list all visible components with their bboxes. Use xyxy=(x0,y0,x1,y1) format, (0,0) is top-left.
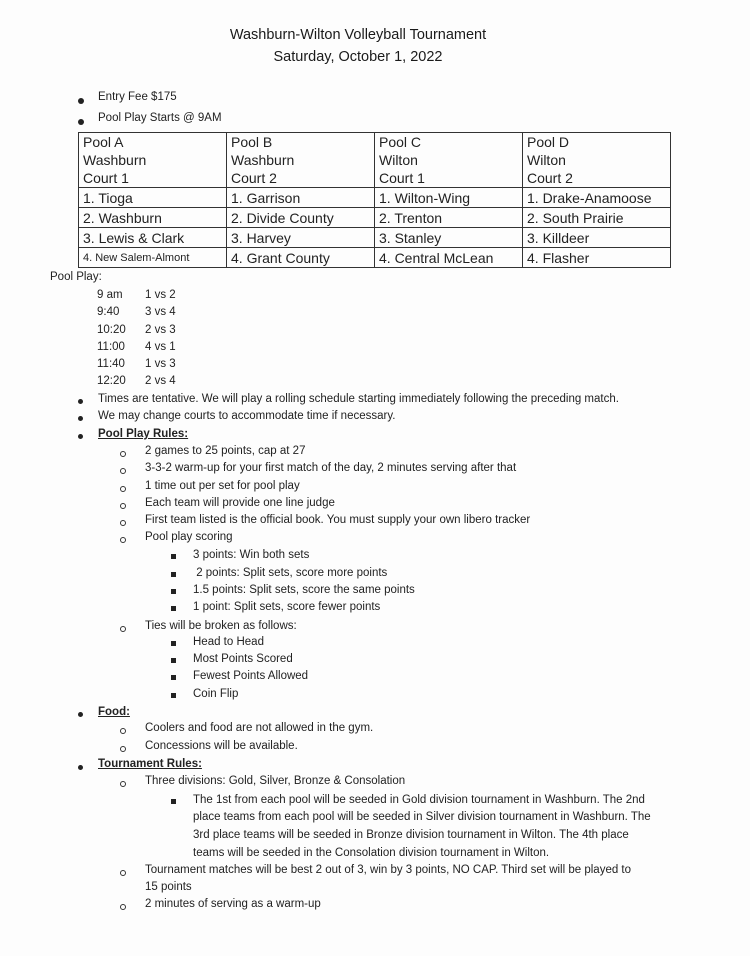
pool-b-name: Pool B xyxy=(227,133,375,152)
matches-line: 15 points xyxy=(145,881,192,893)
pool-b-team: 2. Divide County xyxy=(227,208,375,228)
tie-item: Coin Flip xyxy=(193,688,239,700)
pool-rule-item: Each team will provide one line judge xyxy=(145,497,335,509)
pool-d-team: 1. Drake-Anamoose xyxy=(523,188,671,208)
pool-c-location: Wilton xyxy=(375,151,523,169)
pool-rule-item: 2 games to 25 points, cap at 27 xyxy=(145,445,306,457)
pool-a-court: Court 1 xyxy=(79,169,227,188)
seeding-line: 3rd place teams will be seeded in Bronze division tournament in Wilton. The 4th place xyxy=(193,829,629,841)
tie-item: Most Points Scored xyxy=(193,653,293,665)
circle-bullet xyxy=(120,626,126,632)
bullet-dot xyxy=(78,434,83,439)
schedule-row xyxy=(97,358,176,370)
circle-bullet xyxy=(120,870,126,876)
square-bullet xyxy=(171,572,176,577)
pool-b-team: 3. Harvey xyxy=(227,228,375,248)
note-courts: We may change courts to accommodate time if necessary. xyxy=(98,410,396,422)
pool-a-location: Washburn xyxy=(79,151,227,169)
pool-c-team: 1. Wilton-Wing xyxy=(375,188,523,208)
pools-table xyxy=(78,132,671,268)
circle-bullet xyxy=(120,781,126,787)
scoring-item: 1 point: Split sets, score fewer points xyxy=(193,601,381,613)
schedule-time: 9 am xyxy=(97,289,123,301)
tournament-rules-heading: Tournament Rules: xyxy=(98,758,202,770)
bullet-dot xyxy=(78,765,83,770)
bullet-dot xyxy=(78,119,84,125)
schedule-time: 12:20 xyxy=(97,375,126,387)
square-bullet xyxy=(171,658,176,663)
circle-bullet xyxy=(120,746,126,752)
pool-b-court: Court 2 xyxy=(227,169,375,188)
schedule-time: 9:40 xyxy=(97,306,120,318)
pool-a-team: 3. Lewis & Clark xyxy=(79,228,227,248)
schedule-match: 1 vs 2 xyxy=(145,289,176,301)
pool-a-team: 1. Tioga xyxy=(79,188,227,208)
bullet-dot xyxy=(78,399,83,404)
pool-a-name: Pool A xyxy=(79,133,227,152)
bullet-dot xyxy=(78,98,84,104)
circle-bullet xyxy=(120,728,126,734)
schedule-row xyxy=(97,289,176,301)
pool-a-team: 2. Washburn xyxy=(79,208,227,228)
tie-item: Fewest Points Allowed xyxy=(193,670,309,682)
seeding-line: The 1st from each pool will be seeded in Gold division tournament in Washburn. The 2nd xyxy=(193,794,645,806)
pool-d-name: Pool D xyxy=(523,133,671,152)
square-bullet xyxy=(171,606,176,611)
pool-c-team: 3. Stanley xyxy=(375,228,523,248)
circle-bullet xyxy=(120,451,126,457)
square-bullet xyxy=(171,641,176,646)
square-bullet xyxy=(171,693,176,698)
pool-rules-heading: Pool Play Rules: xyxy=(98,428,189,440)
schedule-match: 2 vs 4 xyxy=(145,375,176,387)
schedule-row xyxy=(97,306,176,318)
pool-d-team: 3. Killdeer xyxy=(523,228,671,248)
note-tentative: Times are tentative. We will play a rolling schedule starting immediately following the preceding match. xyxy=(98,393,619,405)
pool-c-name: Pool C xyxy=(375,133,523,152)
document-title: Washburn-Wilton Volleyball Tournament xyxy=(229,27,487,43)
tie-item: Head to Head xyxy=(193,636,264,648)
pool-d-location: Wilton xyxy=(523,151,671,169)
pool-c-team: 2. Trenton xyxy=(375,208,523,228)
scoring-item: 2 points: Split sets, score more points xyxy=(193,567,388,579)
pool-d-team: 2. South Prairie xyxy=(523,208,671,228)
schedule-row xyxy=(97,375,176,387)
divisions: Three divisions: Gold, Silver, Bronze & Consolation xyxy=(145,775,406,787)
square-bullet xyxy=(171,799,176,804)
pool-rule-item: Pool play scoring xyxy=(145,531,233,543)
square-bullet xyxy=(171,675,176,680)
pool-rule-item: First team listed is the official book. You must supply your own libero tracker xyxy=(145,514,531,526)
seeding-line: teams will be seeded in the Consolation division tournament in Wilton. xyxy=(193,847,550,859)
schedule-match: 4 vs 1 xyxy=(145,341,176,353)
scoring-item: 1.5 points: Split sets, score the same points xyxy=(193,584,415,596)
schedule-time: 10:20 xyxy=(97,324,126,336)
schedule-time: 11:40 xyxy=(97,358,125,370)
matches-line: Tournament matches will be best 2 out of 3, win by 3 points, NO CAP. Third set will be played to xyxy=(145,864,632,876)
square-bullet xyxy=(171,589,176,594)
food-item: Coolers and food are not allowed in the gym. xyxy=(145,722,374,734)
pool-play-start: Pool Play Starts @ 9AM xyxy=(98,112,222,124)
scoring-item: 3 points: Win both sets xyxy=(193,549,310,561)
pool-b-location: Washburn xyxy=(227,151,375,169)
document-date: Saturday, October 1, 2022 xyxy=(273,49,443,65)
schedule-time: 11:00 xyxy=(97,341,125,353)
bullet-dot xyxy=(78,416,83,421)
circle-bullet xyxy=(120,904,126,910)
pool-a-team: 4. New Salem-Almont xyxy=(79,248,227,268)
food-heading: Food: xyxy=(98,706,130,718)
square-bullet xyxy=(171,554,176,559)
schedule-row xyxy=(97,341,176,353)
circle-bullet xyxy=(120,468,126,474)
food-item: Concessions will be available. xyxy=(145,740,298,752)
circle-bullet xyxy=(120,537,126,543)
pool-b-team: 1. Garrison xyxy=(227,188,375,208)
pool-c-court: Court 1 xyxy=(375,169,523,188)
pool-d-court: Court 2 xyxy=(523,169,671,188)
schedule-match: 3 vs 4 xyxy=(145,306,176,318)
circle-bullet xyxy=(120,486,126,492)
schedule-match: 2 vs 3 xyxy=(145,324,176,336)
circle-bullet xyxy=(120,520,126,526)
ties-label: Ties will be broken as follows: xyxy=(145,620,297,632)
pool-rule-item: 3-3-2 warm-up for your first match of the day, 2 minutes serving after that xyxy=(145,462,517,474)
warmup-line: 2 minutes of serving as a warm-up xyxy=(145,898,321,910)
schedule-row xyxy=(97,324,176,336)
circle-bullet xyxy=(120,503,126,509)
schedule-match: 1 vs 3 xyxy=(145,358,176,370)
seeding-line: place teams from each pool will be seeded in Silver division tournament in Washburn. The xyxy=(193,811,651,823)
pool-b-team: 4. Grant County xyxy=(227,248,375,268)
pool-d-team: 4. Flasher xyxy=(523,248,671,268)
entry-fee: Entry Fee $175 xyxy=(98,91,177,103)
pool-c-team: 4. Central McLean xyxy=(375,248,523,268)
pool-rule-item: 1 time out per set for pool play xyxy=(145,480,300,492)
bullet-dot xyxy=(78,712,83,717)
pool-play-label: Pool Play: xyxy=(50,271,102,283)
